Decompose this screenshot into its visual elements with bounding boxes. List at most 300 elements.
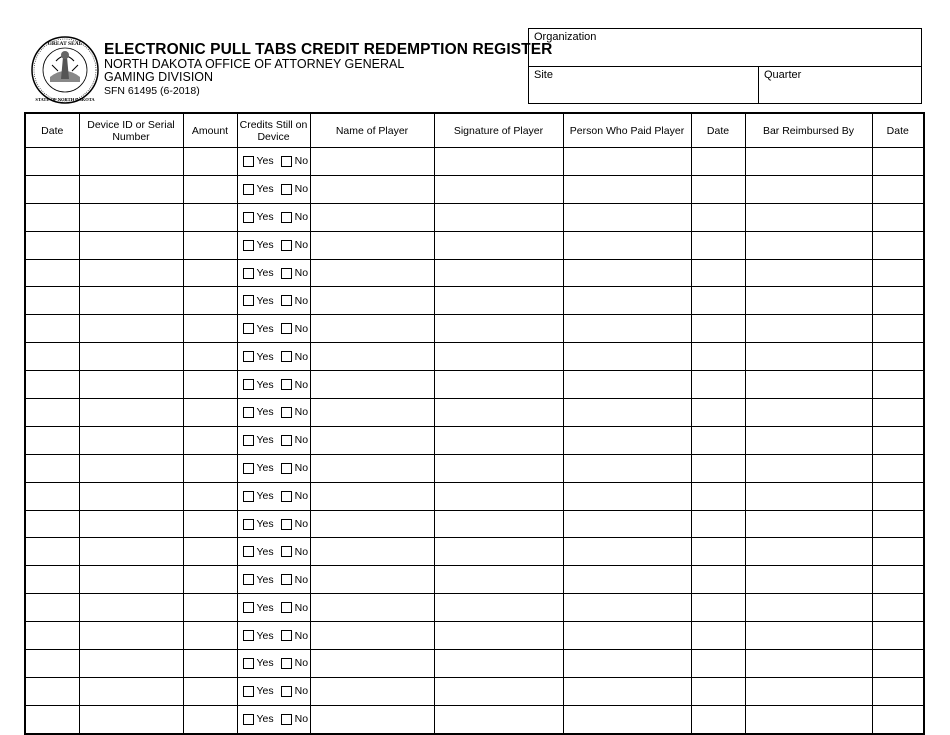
player-name-cell[interactable] <box>310 203 434 231</box>
date-cell[interactable] <box>25 650 79 678</box>
amount-cell[interactable] <box>183 482 237 510</box>
table-row <box>25 426 924 454</box>
yes-label: Yes <box>256 378 274 391</box>
date-cell[interactable] <box>25 454 79 482</box>
bar-reimbursed-cell[interactable] <box>745 399 872 427</box>
yes-label: Yes <box>256 713 274 726</box>
paid-by-cell[interactable] <box>563 426 691 454</box>
table-row <box>25 175 924 203</box>
device-id-cell[interactable] <box>79 175 183 203</box>
device-id-cell[interactable] <box>79 148 183 176</box>
paid-by-cell[interactable] <box>563 315 691 343</box>
no-checkbox[interactable] <box>281 491 292 502</box>
table-row <box>25 454 924 482</box>
bar-reimbursed-cell[interactable] <box>745 482 872 510</box>
paid-by-cell[interactable] <box>563 371 691 399</box>
column-header-date-3: Date <box>872 113 924 148</box>
organization-field[interactable] <box>529 29 921 67</box>
date-cell-3[interactable] <box>872 343 924 371</box>
paid-by-cell[interactable] <box>563 343 691 371</box>
bar-reimbursed-cell[interactable] <box>745 371 872 399</box>
player-name-cell[interactable] <box>310 650 434 678</box>
no-checkbox[interactable] <box>281 212 292 223</box>
device-id-cell[interactable] <box>79 371 183 399</box>
device-id-cell[interactable] <box>79 538 183 566</box>
amount-cell[interactable] <box>183 148 237 176</box>
no-checkbox[interactable] <box>281 379 292 390</box>
column-header-paid-by: Person Who Paid Player <box>563 113 691 148</box>
date-cell-3[interactable] <box>872 594 924 622</box>
player-signature-cell[interactable] <box>434 622 563 650</box>
credits-cell <box>237 677 310 705</box>
no-checkbox[interactable] <box>281 602 292 613</box>
no-checkbox[interactable] <box>281 574 292 585</box>
date-cell-2[interactable] <box>691 426 745 454</box>
no-checkbox[interactable] <box>281 184 292 195</box>
device-id-cell[interactable] <box>79 259 183 287</box>
no-checkbox[interactable] <box>281 546 292 557</box>
no-checkbox[interactable] <box>281 351 292 362</box>
amount-cell[interactable] <box>183 538 237 566</box>
yes-checkbox[interactable] <box>243 519 254 530</box>
site-field[interactable] <box>529 67 759 103</box>
date-cell-2[interactable] <box>691 287 745 315</box>
credits-cell <box>237 426 310 454</box>
paid-by-cell[interactable] <box>563 148 691 176</box>
no-checkbox[interactable] <box>281 407 292 418</box>
state-seal-logo <box>30 35 100 105</box>
date-cell[interactable] <box>25 399 79 427</box>
player-signature-cell[interactable] <box>434 426 563 454</box>
bar-reimbursed-cell[interactable] <box>745 203 872 231</box>
player-signature-cell[interactable] <box>434 148 563 176</box>
paid-by-cell[interactable] <box>563 677 691 705</box>
player-signature-cell[interactable] <box>434 594 563 622</box>
device-id-cell[interactable] <box>79 315 183 343</box>
amount-cell[interactable] <box>183 399 237 427</box>
amount-cell[interactable] <box>183 566 237 594</box>
device-id-cell[interactable] <box>79 510 183 538</box>
date-cell[interactable] <box>25 677 79 705</box>
amount-cell[interactable] <box>183 371 237 399</box>
bar-reimbursed-cell[interactable] <box>745 677 872 705</box>
date-cell-2[interactable] <box>691 677 745 705</box>
device-id-cell[interactable] <box>79 343 183 371</box>
paid-by-cell[interactable] <box>563 203 691 231</box>
yes-label: Yes <box>256 239 274 252</box>
date-cell-2[interactable] <box>691 650 745 678</box>
yes-label: Yes <box>256 350 274 363</box>
form-number: SFN 61495 (6-2018) <box>104 84 200 97</box>
yes-label: Yes <box>256 462 274 475</box>
device-id-cell[interactable] <box>79 203 183 231</box>
bar-reimbursed-cell[interactable] <box>745 566 872 594</box>
yes-checkbox[interactable] <box>243 602 254 613</box>
device-id-cell[interactable] <box>79 231 183 259</box>
no-label: No <box>294 713 309 726</box>
paid-by-cell[interactable] <box>563 287 691 315</box>
date-cell-2[interactable] <box>691 594 745 622</box>
no-checkbox[interactable] <box>281 240 292 251</box>
paid-by-cell[interactable] <box>563 705 691 733</box>
table-header-row <box>25 113 924 148</box>
yes-checkbox[interactable] <box>243 407 254 418</box>
player-signature-cell[interactable] <box>434 705 563 733</box>
svg-text:STATE OF NORTH DAKOTA: STATE OF NORTH DAKOTA <box>35 97 95 102</box>
date-cell[interactable] <box>25 538 79 566</box>
no-label: No <box>294 657 309 670</box>
date-cell-3[interactable] <box>872 231 924 259</box>
player-signature-cell[interactable] <box>434 399 563 427</box>
bar-reimbursed-cell[interactable] <box>745 622 872 650</box>
yes-checkbox[interactable] <box>243 379 254 390</box>
amount-cell[interactable] <box>183 259 237 287</box>
device-id-cell[interactable] <box>79 622 183 650</box>
yes-checkbox[interactable] <box>243 435 254 446</box>
player-name-cell[interactable] <box>310 538 434 566</box>
date-cell[interactable] <box>25 482 79 510</box>
no-label: No <box>294 211 309 224</box>
date-cell[interactable] <box>25 705 79 733</box>
date-cell-2[interactable] <box>691 231 745 259</box>
date-cell-3[interactable] <box>872 203 924 231</box>
no-checkbox[interactable] <box>281 156 292 167</box>
column-header-bar-reimbursed: Bar Reimbursed By <box>745 113 872 148</box>
amount-cell[interactable] <box>183 287 237 315</box>
paid-by-cell[interactable] <box>563 454 691 482</box>
date-cell[interactable] <box>25 287 79 315</box>
paid-by-cell[interactable] <box>563 622 691 650</box>
bar-reimbursed-cell[interactable] <box>745 231 872 259</box>
player-signature-cell[interactable] <box>434 175 563 203</box>
date-cell-2[interactable] <box>691 259 745 287</box>
yes-label: Yes <box>256 573 274 586</box>
date-cell-2[interactable] <box>691 315 745 343</box>
player-name-cell[interactable] <box>310 482 434 510</box>
bar-reimbursed-cell[interactable] <box>745 510 872 538</box>
credits-cell <box>237 287 310 315</box>
player-name-cell[interactable] <box>310 343 434 371</box>
device-id-cell[interactable] <box>79 705 183 733</box>
date-cell[interactable] <box>25 510 79 538</box>
yes-label: Yes <box>256 211 274 224</box>
no-checkbox[interactable] <box>281 295 292 306</box>
date-cell[interactable] <box>25 566 79 594</box>
player-name-cell[interactable] <box>310 399 434 427</box>
table-row <box>25 538 924 566</box>
bar-reimbursed-cell[interactable] <box>745 343 872 371</box>
player-name-cell[interactable] <box>310 454 434 482</box>
player-signature-cell[interactable] <box>434 510 563 538</box>
date-cell-2[interactable] <box>691 566 745 594</box>
device-id-cell[interactable] <box>79 454 183 482</box>
no-label: No <box>294 406 309 419</box>
device-id-cell[interactable] <box>79 426 183 454</box>
no-checkbox[interactable] <box>281 435 292 446</box>
paid-by-cell[interactable] <box>563 399 691 427</box>
no-checkbox[interactable] <box>281 658 292 669</box>
date-cell[interactable] <box>25 148 79 176</box>
player-signature-cell[interactable] <box>434 482 563 510</box>
paid-by-cell[interactable] <box>563 538 691 566</box>
amount-cell[interactable] <box>183 677 237 705</box>
no-label: No <box>294 518 309 531</box>
credits-cell <box>237 231 310 259</box>
date-cell[interactable] <box>25 231 79 259</box>
credits-cell <box>237 622 310 650</box>
division-name: GAMING DIVISION <box>104 69 214 84</box>
no-checkbox[interactable] <box>281 463 292 474</box>
date-cell-2[interactable] <box>691 343 745 371</box>
date-cell-3[interactable] <box>872 175 924 203</box>
amount-cell[interactable] <box>183 343 237 371</box>
column-header-amount: Amount <box>183 113 237 148</box>
paid-by-cell[interactable] <box>563 566 691 594</box>
player-signature-cell[interactable] <box>434 287 563 315</box>
date-cell-2[interactable] <box>691 148 745 176</box>
no-label: No <box>294 573 309 586</box>
bar-reimbursed-cell[interactable] <box>745 259 872 287</box>
yes-checkbox[interactable] <box>243 463 254 474</box>
amount-cell[interactable] <box>183 454 237 482</box>
amount-cell[interactable] <box>183 175 237 203</box>
date-cell-3[interactable] <box>872 454 924 482</box>
column-header-date: Date <box>25 113 79 148</box>
no-label: No <box>294 267 309 279</box>
player-signature-cell[interactable] <box>434 566 563 594</box>
credits-cell <box>237 399 310 427</box>
date-cell-3[interactable] <box>872 287 924 315</box>
credits-cell <box>237 203 310 231</box>
player-signature-cell[interactable] <box>434 315 563 343</box>
date-cell[interactable] <box>25 343 79 371</box>
date-cell[interactable] <box>25 315 79 343</box>
no-label: No <box>294 322 309 335</box>
player-signature-cell[interactable] <box>434 259 563 287</box>
player-signature-cell[interactable] <box>434 231 563 259</box>
yes-checkbox[interactable] <box>243 686 254 697</box>
date-cell-3[interactable] <box>872 538 924 566</box>
column-header-player-signature: Signature of Player <box>434 113 563 148</box>
credits-cell <box>237 594 310 622</box>
player-signature-cell[interactable] <box>434 454 563 482</box>
no-checkbox[interactable] <box>281 323 292 334</box>
table-row <box>25 371 924 399</box>
amount-cell[interactable] <box>183 315 237 343</box>
yes-checkbox[interactable] <box>243 546 254 557</box>
no-checkbox[interactable] <box>281 630 292 641</box>
yes-checkbox[interactable] <box>243 295 254 306</box>
table-row <box>25 510 924 538</box>
player-name-cell[interactable] <box>310 594 434 622</box>
date-cell-3[interactable] <box>872 426 924 454</box>
date-cell-3[interactable] <box>872 677 924 705</box>
bar-reimbursed-cell[interactable] <box>745 148 872 176</box>
bar-reimbursed-cell[interactable] <box>745 705 872 733</box>
form-header <box>104 42 552 96</box>
no-checkbox[interactable] <box>281 519 292 530</box>
player-signature-cell[interactable] <box>434 650 563 678</box>
paid-by-cell[interactable] <box>563 482 691 510</box>
paid-by-cell[interactable] <box>563 175 691 203</box>
bar-reimbursed-cell[interactable] <box>745 426 872 454</box>
amount-cell[interactable] <box>183 594 237 622</box>
credits-cell <box>237 315 310 343</box>
device-id-cell[interactable] <box>79 594 183 622</box>
paid-by-cell[interactable] <box>563 594 691 622</box>
yes-label: Yes <box>256 629 274 642</box>
player-name-cell[interactable] <box>310 705 434 733</box>
bar-reimbursed-cell[interactable] <box>745 454 872 482</box>
no-checkbox[interactable] <box>281 268 292 279</box>
player-name-cell[interactable] <box>310 510 434 538</box>
bar-reimbursed-cell[interactable] <box>745 287 872 315</box>
player-name-cell[interactable] <box>310 426 434 454</box>
date-cell-2[interactable] <box>691 203 745 231</box>
paid-by-cell[interactable] <box>563 259 691 287</box>
table-row <box>25 287 924 315</box>
date-cell-2[interactable] <box>691 454 745 482</box>
no-label: No <box>294 183 309 196</box>
player-name-cell[interactable] <box>310 175 434 203</box>
device-id-cell[interactable] <box>79 566 183 594</box>
amount-cell[interactable] <box>183 203 237 231</box>
date-cell-3[interactable] <box>872 510 924 538</box>
player-name-cell[interactable] <box>310 259 434 287</box>
table-row <box>25 399 924 427</box>
amount-cell[interactable] <box>183 231 237 259</box>
column-header-date-2: Date <box>691 113 745 148</box>
player-name-cell[interactable] <box>310 677 434 705</box>
player-signature-cell[interactable] <box>434 677 563 705</box>
date-cell[interactable] <box>25 203 79 231</box>
date-cell-2[interactable] <box>691 538 745 566</box>
yes-checkbox[interactable] <box>243 184 254 195</box>
date-cell-2[interactable] <box>691 482 745 510</box>
date-cell-2[interactable] <box>691 175 745 203</box>
date-cell-3[interactable] <box>872 705 924 733</box>
yes-checkbox[interactable] <box>243 714 254 725</box>
date-cell-3[interactable] <box>872 148 924 176</box>
yes-checkbox[interactable] <box>243 212 254 223</box>
player-signature-cell[interactable] <box>434 371 563 399</box>
player-name-cell[interactable] <box>310 566 434 594</box>
date-cell-2[interactable] <box>691 371 745 399</box>
date-cell[interactable] <box>25 622 79 650</box>
date-cell-3[interactable] <box>872 259 924 287</box>
player-signature-cell[interactable] <box>434 538 563 566</box>
credits-cell <box>237 371 310 399</box>
device-id-cell[interactable] <box>79 287 183 315</box>
no-label: No <box>294 378 309 391</box>
no-label: No <box>294 685 309 698</box>
paid-by-cell[interactable] <box>563 510 691 538</box>
device-id-cell[interactable] <box>79 677 183 705</box>
yes-checkbox[interactable] <box>243 351 254 362</box>
credits-cell <box>237 148 310 176</box>
table-row <box>25 650 924 678</box>
device-id-cell[interactable] <box>79 482 183 510</box>
amount-cell[interactable] <box>183 622 237 650</box>
form-title: ELECTRONIC PULL TABS CREDIT REDEMPTION REGISTER <box>104 41 553 58</box>
amount-cell[interactable] <box>183 426 237 454</box>
credits-cell <box>237 566 310 594</box>
quarter-field[interactable] <box>759 67 921 103</box>
date-cell-2[interactable] <box>691 510 745 538</box>
amount-cell[interactable] <box>183 705 237 733</box>
date-cell-3[interactable] <box>872 622 924 650</box>
svg-text:GREAT SEAL: GREAT SEAL <box>47 41 83 47</box>
date-cell[interactable] <box>25 594 79 622</box>
bar-reimbursed-cell[interactable] <box>745 175 872 203</box>
yes-checkbox[interactable] <box>243 268 254 279</box>
date-cell-2[interactable] <box>691 399 745 427</box>
column-header-device-id: Device ID or Serial Number <box>79 113 183 148</box>
device-id-cell[interactable] <box>79 650 183 678</box>
yes-checkbox[interactable] <box>243 240 254 251</box>
device-id-cell[interactable] <box>79 399 183 427</box>
player-name-cell[interactable] <box>310 315 434 343</box>
date-cell-3[interactable] <box>872 399 924 427</box>
table-row <box>25 231 924 259</box>
yes-checkbox[interactable] <box>243 574 254 585</box>
no-checkbox[interactable] <box>281 686 292 697</box>
player-name-cell[interactable] <box>310 371 434 399</box>
player-name-cell[interactable] <box>310 622 434 650</box>
date-cell-3[interactable] <box>872 371 924 399</box>
paid-by-cell[interactable] <box>563 231 691 259</box>
yes-checkbox[interactable] <box>243 630 254 641</box>
no-label: No <box>294 350 309 363</box>
player-signature-cell[interactable] <box>434 203 563 231</box>
no-checkbox[interactable] <box>281 714 292 725</box>
date-cell[interactable] <box>25 175 79 203</box>
bar-reimbursed-cell[interactable] <box>745 650 872 678</box>
bar-reimbursed-cell[interactable] <box>745 315 872 343</box>
date-cell-2[interactable] <box>691 705 745 733</box>
amount-cell[interactable] <box>183 510 237 538</box>
date-cell[interactable] <box>25 259 79 287</box>
yes-checkbox[interactable] <box>243 156 254 167</box>
table-row <box>25 343 924 371</box>
bar-reimbursed-cell[interactable] <box>745 538 872 566</box>
paid-by-cell[interactable] <box>563 650 691 678</box>
yes-checkbox[interactable] <box>243 323 254 334</box>
office-name: NORTH DAKOTA OFFICE OF ATTORNEY GENERAL <box>104 56 405 71</box>
player-name-cell[interactable] <box>310 231 434 259</box>
no-label: No <box>294 629 309 642</box>
redemption-register-table <box>24 112 925 735</box>
bar-reimbursed-cell[interactable] <box>745 594 872 622</box>
credits-cell <box>237 454 310 482</box>
date-cell-3[interactable] <box>872 566 924 594</box>
date-cell[interactable] <box>25 371 79 399</box>
yes-label: Yes <box>256 155 274 168</box>
date-cell[interactable] <box>25 426 79 454</box>
date-cell-3[interactable] <box>872 650 924 678</box>
amount-cell[interactable] <box>183 650 237 678</box>
yes-checkbox[interactable] <box>243 491 254 502</box>
player-name-cell[interactable] <box>310 287 434 315</box>
player-signature-cell[interactable] <box>434 343 563 371</box>
table-row <box>25 677 924 705</box>
date-cell-3[interactable] <box>872 482 924 510</box>
yes-checkbox[interactable] <box>243 658 254 669</box>
date-cell-3[interactable] <box>872 315 924 343</box>
date-cell-2[interactable] <box>691 622 745 650</box>
player-name-cell[interactable] <box>310 148 434 176</box>
no-label: No <box>294 294 309 307</box>
